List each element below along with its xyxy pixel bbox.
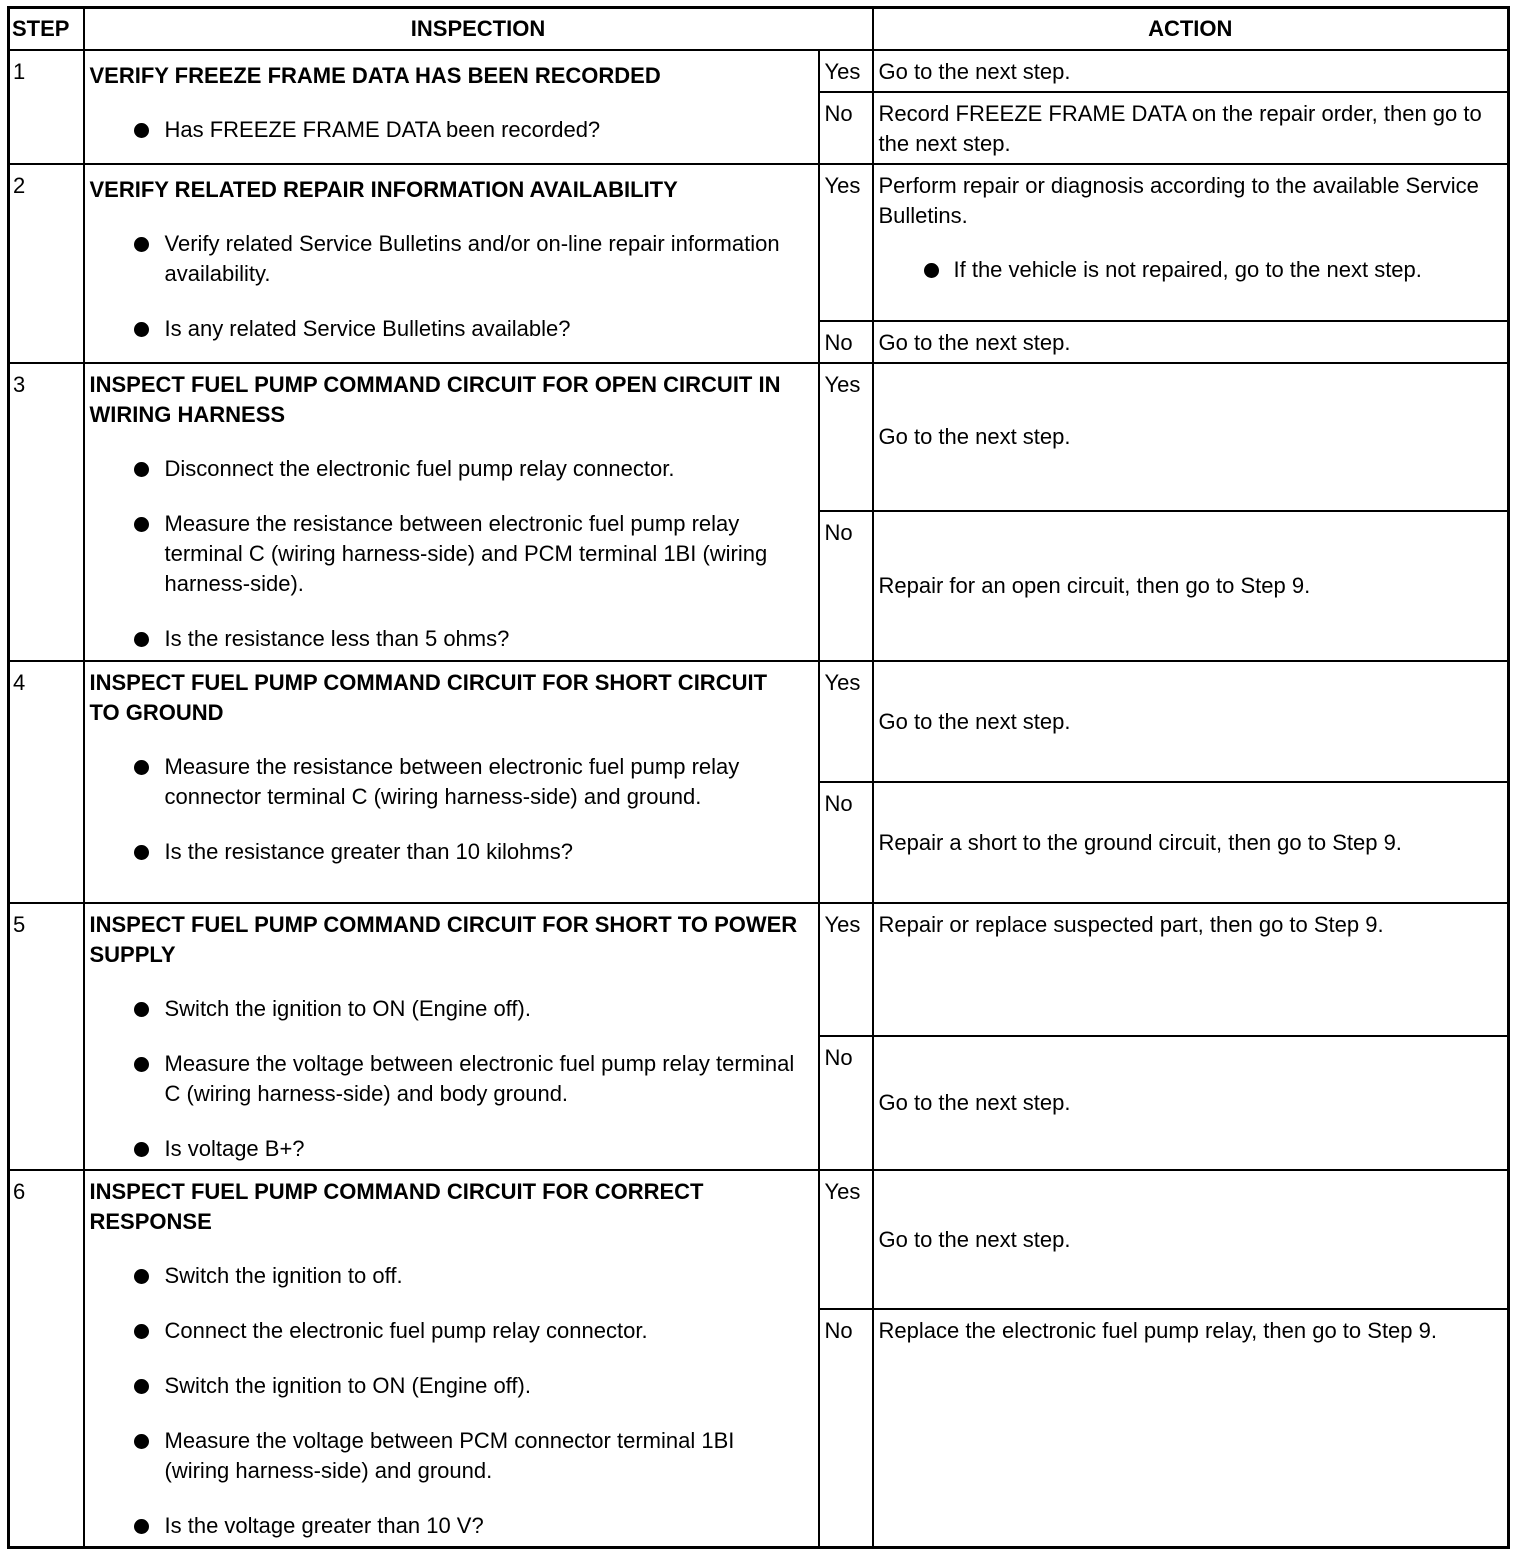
yes-action: Go to the next step. <box>873 50 1509 92</box>
step-title: VERIFY FREEZE FRAME DATA HAS BEEN RECORDED <box>89 63 661 88</box>
inspection-bullet: Is the voltage greater than 10 V? <box>90 1511 798 1541</box>
yes-label: Yes <box>819 50 873 92</box>
yes-label: Yes <box>819 1170 873 1309</box>
inspection-bullet: Measure the voltage between PCM connector terminal 1BI (wiring harness-side) and ground. <box>90 1426 798 1486</box>
step-5-inspection <box>84 903 819 1170</box>
inspection-bullet: Verify related Service Bulletins and/or on-line repair information availability. <box>90 229 798 289</box>
step-4-inspection <box>84 661 819 903</box>
header-row <box>9 8 1509 51</box>
step-2-inspection <box>84 164 819 363</box>
step-title: VERIFY RELATED REPAIR INFORMATION AVAILABILITY <box>89 177 678 202</box>
no-action: Replace the electronic fuel pump relay, then go to Step 9. <box>873 1309 1509 1547</box>
inspection-bullet: Switch the ignition to ON (Engine off). <box>90 1371 798 1401</box>
step-1-inspection <box>84 50 819 164</box>
inspection-bullet: Connect the electronic fuel pump relay connector. <box>90 1316 798 1346</box>
step-6-yes-row <box>9 1170 1509 1309</box>
inspection-bullet: Is the resistance less than 5 ohms? <box>90 624 798 654</box>
inspection-bullet: Measure the resistance between electronic fuel pump relay terminal C (wiring harness-side) and PCM terminal 1BI (wiring harness-side). <box>90 509 798 599</box>
yes-action: Repair or replace suspected part, then go to Step 9. <box>873 903 1509 1036</box>
header-inspection: INSPECTION <box>84 8 873 51</box>
no-action: Repair a short to the ground circuit, then go to Step 9. <box>873 782 1509 903</box>
inspection-bullet: Disconnect the electronic fuel pump relay connector. <box>90 454 798 484</box>
step-4-yes-row <box>9 661 1509 782</box>
step-1-yes-row <box>9 50 1509 92</box>
yes-label: Yes <box>819 363 873 511</box>
yes-action-cell <box>873 164 1509 321</box>
yes-label: Yes <box>819 661 873 782</box>
header-step: STEP <box>9 8 84 51</box>
yes-action: Perform repair or diagnosis according to the available Service Bulletins. <box>878 173 1479 228</box>
step-title: INSPECT FUEL PUMP COMMAND CIRCUIT FOR CORRECT RESPONSE <box>89 1179 704 1234</box>
step-number: 1 <box>9 50 84 164</box>
inspection-bullet: Switch the ignition to ON (Engine off). <box>90 994 798 1024</box>
step-3-inspection <box>84 363 819 661</box>
yes-action: Go to the next step. <box>873 1170 1509 1309</box>
yes-label: Yes <box>819 903 873 1036</box>
step-3-yes-row <box>9 363 1509 511</box>
inspection-bullet: Has FREEZE FRAME DATA been recorded? <box>90 115 798 145</box>
yes-action: Go to the next step. <box>873 363 1509 511</box>
inspection-bullet: Measure the resistance between electronic fuel pump relay connector terminal C (wiring harness-side) and ground. <box>90 752 798 812</box>
inspection-bullet: Is any related Service Bulletins available? <box>90 314 798 344</box>
step-number: 6 <box>9 1170 84 1547</box>
inspection-bullet: Switch the ignition to off. <box>90 1261 798 1291</box>
step-title: INSPECT FUEL PUMP COMMAND CIRCUIT FOR SHORT CIRCUIT TO GROUND <box>89 670 768 725</box>
step-number: 5 <box>9 903 84 1170</box>
step-number: 4 <box>9 661 84 903</box>
no-label: No <box>819 92 873 164</box>
step-6-inspection <box>84 1170 819 1547</box>
no-action: Go to the next step. <box>873 1036 1509 1170</box>
step-5-yes-row <box>9 903 1509 1036</box>
inspection-bullet: Is the resistance greater than 10 kilohms? <box>90 837 798 867</box>
diagnostic-table <box>7 6 1510 1549</box>
no-label: No <box>819 782 873 903</box>
step-title: INSPECT FUEL PUMP COMMAND CIRCUIT FOR OPEN CIRCUIT IN WIRING HARNESS <box>89 372 781 427</box>
action-bullet: If the vehicle is not repaired, go to the next step. <box>879 255 1500 285</box>
no-label: No <box>819 511 873 661</box>
header-action: ACTION <box>873 8 1509 51</box>
inspection-bullet: Is voltage B+? <box>90 1134 798 1164</box>
no-action: Record FREEZE FRAME DATA on the repair order, then go to the next step. <box>873 92 1509 164</box>
yes-label: Yes <box>819 164 873 321</box>
no-label: No <box>819 1309 873 1547</box>
step-number: 3 <box>9 363 84 661</box>
no-label: No <box>819 321 873 363</box>
inspection-bullet: Measure the voltage between electronic fuel pump relay terminal C (wiring harness-side) and body ground. <box>90 1049 798 1109</box>
step-number: 2 <box>9 164 84 363</box>
no-action: Go to the next step. <box>873 321 1509 363</box>
yes-action: Go to the next step. <box>873 661 1509 782</box>
step-2-yes-row <box>9 164 1509 321</box>
step-title: INSPECT FUEL PUMP COMMAND CIRCUIT FOR SHORT TO POWER SUPPLY <box>89 912 798 967</box>
no-label: No <box>819 1036 873 1170</box>
no-action: Repair for an open circuit, then go to Step 9. <box>873 511 1509 661</box>
